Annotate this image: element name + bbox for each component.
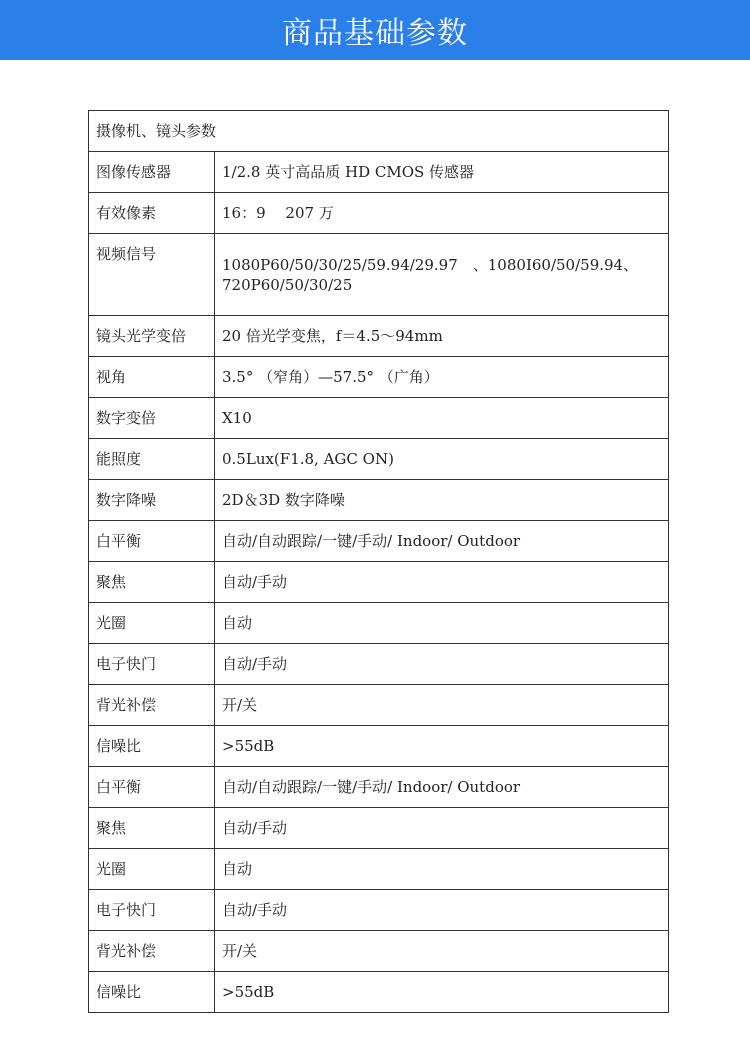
row-label: 白平衡: [89, 521, 215, 562]
row-label: 聚焦: [89, 808, 215, 849]
row-label: 视角: [89, 357, 215, 398]
table-row: [89, 890, 669, 931]
row-label: 数字降噪: [89, 480, 215, 521]
row-value: 开/关: [215, 685, 669, 726]
row-value-line: 720P60/50/30/25: [222, 275, 353, 294]
row-value: 自动/手动: [215, 808, 669, 849]
row-label: 背光补偿: [89, 685, 215, 726]
row-label: 镜头光学变倍: [89, 316, 215, 357]
row-label: 视频信号: [89, 234, 215, 316]
table-section-header: [89, 111, 669, 152]
row-label: 光圈: [89, 849, 215, 890]
table-row: [89, 316, 669, 357]
row-value: 0.5Lux(F1.8, AGC ON): [215, 439, 669, 480]
row-value: 自动/自动跟踪/一键/手动/ Indoor/ Outdoor: [215, 521, 669, 562]
row-label: 光圈: [89, 603, 215, 644]
row-label: 背光补偿: [89, 931, 215, 972]
row-value: 自动/自动跟踪/一键/手动/ Indoor/ Outdoor: [215, 767, 669, 808]
row-value: 自动/手动: [215, 562, 669, 603]
row-value: 20 倍光学变焦，f＝4.5～94mm: [215, 316, 669, 357]
row-value: 16：9 207 万: [215, 193, 669, 234]
row-label: 图像传感器: [89, 152, 215, 193]
table-row: [89, 603, 669, 644]
table-row: [89, 480, 669, 521]
row-label: 白平衡: [89, 767, 215, 808]
table-row: [89, 767, 669, 808]
spec-table: [88, 110, 669, 1013]
table-row: [89, 521, 669, 562]
table-row: [89, 808, 669, 849]
table-row: [89, 644, 669, 685]
row-label: 电子快门: [89, 890, 215, 931]
row-value: 自动/手动: [215, 644, 669, 685]
table-row: [89, 439, 669, 480]
row-label: 有效像素: [89, 193, 215, 234]
row-label: 能照度: [89, 439, 215, 480]
table-row: [89, 398, 669, 439]
table-row: [89, 562, 669, 603]
header-banner: [0, 0, 750, 60]
row-label: 信噪比: [89, 726, 215, 767]
row-value: 开/关: [215, 931, 669, 972]
table-row: [89, 193, 669, 234]
row-value: 自动: [215, 849, 669, 890]
section-title: 摄像机、镜头参数: [89, 111, 669, 152]
row-label: 数字变倍: [89, 398, 215, 439]
row-value: 1/2.8 英寸高品质 HD CMOS 传感器: [215, 152, 669, 193]
row-value: X10: [215, 398, 669, 439]
row-label: 电子快门: [89, 644, 215, 685]
row-value: >55dB: [215, 972, 669, 1013]
row-value: 2D＆3D 数字降噪: [215, 480, 669, 521]
row-value: 自动/手动: [215, 890, 669, 931]
page-title: 商品基础参数: [282, 16, 468, 51]
table-row: [89, 931, 669, 972]
row-value: 3.5° （窄角）—57.5° （广角）: [215, 357, 669, 398]
table-row: [89, 685, 669, 726]
table-row: [89, 726, 669, 767]
row-value: 自动: [215, 603, 669, 644]
table-row: [89, 234, 669, 316]
row-label: 信噪比: [89, 972, 215, 1013]
row-label: 聚焦: [89, 562, 215, 603]
table-row: [89, 152, 669, 193]
row-value: >55dB: [215, 726, 669, 767]
table-row: [89, 849, 669, 890]
table-row: [89, 357, 669, 398]
table-row: [89, 972, 669, 1013]
row-value: [215, 234, 669, 316]
row-value-line: 1080P60/50/30/25/59.94/29.97 、1080I60/50/59.94、: [222, 255, 639, 274]
